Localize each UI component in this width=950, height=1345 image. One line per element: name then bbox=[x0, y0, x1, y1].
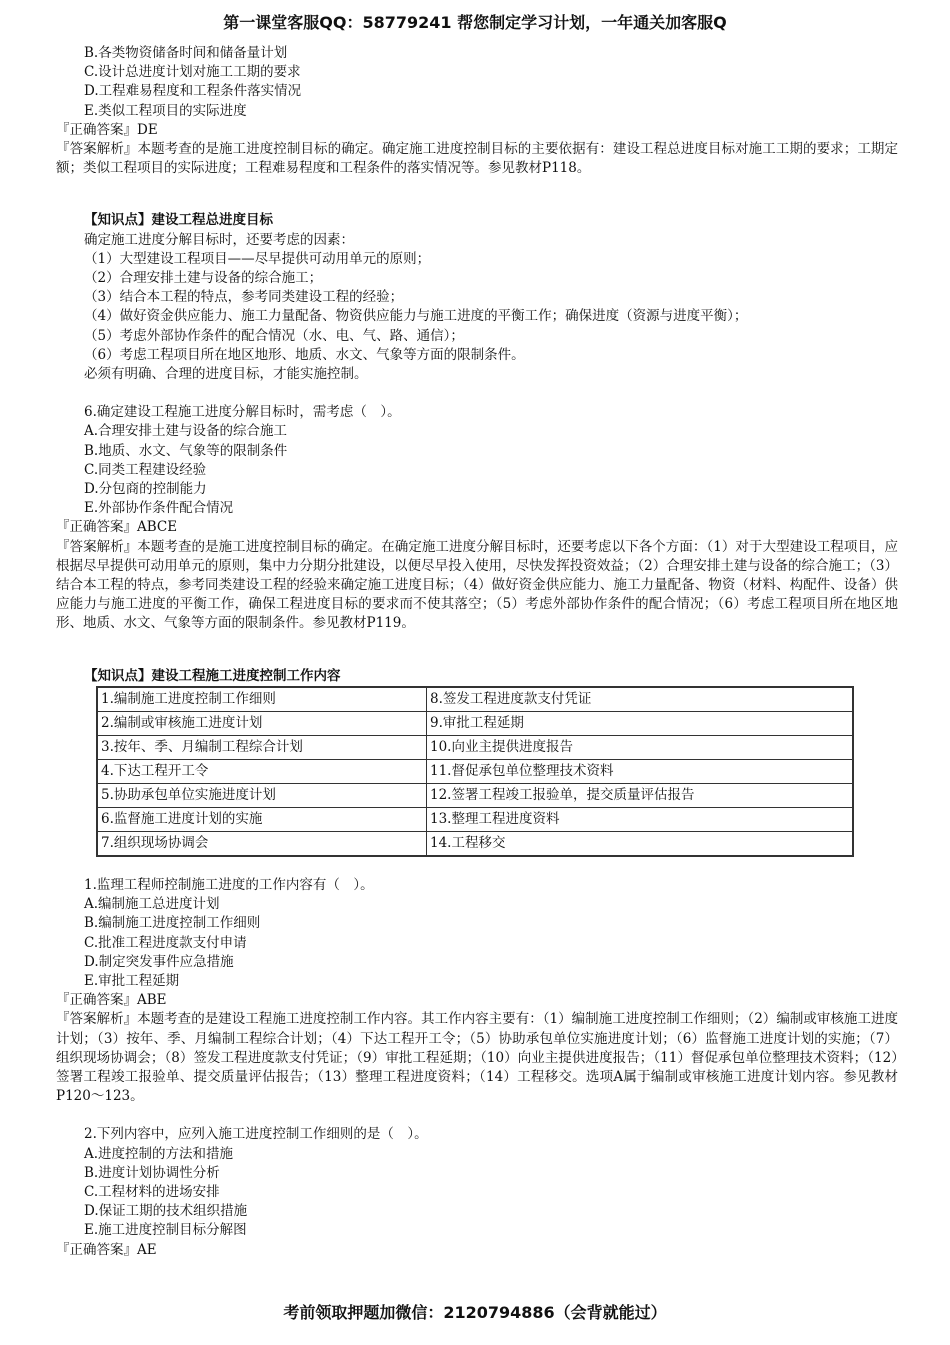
option-line: E.施工进度控制目标分解图 bbox=[84, 1222, 247, 1239]
option-line: A.编制施工总进度计划 bbox=[84, 896, 220, 913]
knowledge-conclusion: 必须有明确、合理的进度目标，才能实施控制。 bbox=[84, 366, 368, 383]
table-row bbox=[97, 735, 853, 759]
table-cell: 12.签署工程竣工报验单，提交质量评估报告 bbox=[427, 783, 854, 807]
knowledge-item: （3）结合本工程的特点，参考同类建设工程的经验； bbox=[84, 289, 404, 306]
option-line: C.同类工程建设经验 bbox=[84, 461, 207, 478]
option-line: C.工程材料的进场安排 bbox=[84, 1183, 220, 1200]
answer-analysis: 『答案解析』本题考查的是施工进度控制目标的确定。在确定施工进度分解目标时，还要考虑以下各个方面：（1）对于大型建设工程项目，应根据尽早提供可动用单元的原则，集中力分期分批建设，以便尽早投入使用，尽快发挥投资效益；（2）合理安排土建与设备的综合施工；（3）结合本工程的特点，参考同类建设工程的经验来确定施工进度目标；（4）做好资金供应能力、施工力量配备、物资（材料、构配件、设备）供应能力与施工进度的平衡工作，确保工程进度目标的要求而不使其落空；（5）考虑外部协作条件的配合情况；（6）考虑工程项目所在地区地形、地质、水文、气象等方面的限制条件。参见教材P119。 bbox=[56, 538, 898, 632]
answer-analysis: 『答案解析』本题考查的是建设工程施工进度控制工作内容。其工作内容主要有：（1）编制施工进度控制工作细则；（2）编制或审核施工进度计划；（3）按年、季、月编制工程综合计划；（4）下达工程开工令；（5）协助承包单位实施进度计划；（6）监督施工进度计划的实施；（7）组织现场协调会；（8）签发工程进度款支付凭证；（9）审批工程延期；（10）向业主提供进度报告；（11）督促承包单位整理技术资料；（12）签署工程竣工报验单、提交质量评估报告；（13）整理工程进度资料；（14）工程移交。选项A属于编制或审核施工进度计划内容。参见教材P120～123。 bbox=[56, 1011, 898, 1105]
option-line: A.合理安排土建与设备的综合施工 bbox=[84, 423, 288, 440]
table-row bbox=[97, 759, 853, 783]
table-row bbox=[97, 711, 853, 735]
option-line: B.进度计划协调性分析 bbox=[84, 1164, 220, 1181]
table-row bbox=[97, 831, 853, 856]
knowledge-point-title: 【知识点】建设工程总进度目标 bbox=[84, 212, 273, 229]
table-cell: 6.监督施工进度计划的实施 bbox=[97, 807, 427, 831]
table-cell: 11.督促承包单位整理技术资料 bbox=[427, 759, 854, 783]
table-cell: 3.按年、季、月编制工程综合计划 bbox=[97, 735, 427, 759]
knowledge-item: （2）合理安排土建与设备的综合施工； bbox=[84, 270, 323, 287]
option-line: A.进度控制的方法和措施 bbox=[84, 1145, 234, 1162]
option-line: E.审批工程延期 bbox=[84, 972, 180, 989]
option-line: B.各类物资储备时间和储备量计划 bbox=[84, 45, 288, 61]
table-cell: 5.协助承包单位实施进度计划 bbox=[97, 783, 427, 807]
table-row bbox=[97, 783, 853, 807]
table-cell: 1.编制施工进度控制工作细则 bbox=[97, 687, 427, 712]
table-cell: 13.整理工程进度资料 bbox=[427, 807, 854, 831]
table-cell: 14.工程移交 bbox=[427, 831, 854, 856]
option-line: D.分包商的控制能力 bbox=[84, 481, 207, 498]
option-line: E.外部协作条件配合情况 bbox=[84, 500, 234, 517]
table-row bbox=[97, 687, 853, 712]
document-body bbox=[56, 44, 898, 1260]
table-cell: 10.向业主提供进度报告 bbox=[427, 735, 854, 759]
option-line: C.批准工程进度款支付申请 bbox=[84, 934, 247, 951]
table-cell: 4.下达工程开工令 bbox=[97, 759, 427, 783]
option-line: C.设计总进度计划对施工工期的要求 bbox=[84, 64, 301, 81]
table-row bbox=[97, 807, 853, 831]
option-line: D.工程难易程度和工程条件落实情况 bbox=[84, 83, 302, 100]
table-cell: 2.编制或审核施工进度计划 bbox=[97, 711, 427, 735]
option-line: D.制定突发事件应急措施 bbox=[84, 953, 234, 970]
work-content-table bbox=[96, 686, 854, 857]
correct-answer: 『正确答案』ABCE bbox=[56, 519, 178, 536]
question-stem: 6.确定建设工程施工进度分解目标时，需考虑（ ）。 bbox=[84, 404, 401, 421]
option-line: D.保证工期的技术组织措施 bbox=[84, 1203, 248, 1220]
correct-answer: 『正确答案』ABE bbox=[56, 992, 167, 1009]
table-cell: 9.审批工程延期 bbox=[427, 711, 854, 735]
correct-answer: 『正确答案』DE bbox=[56, 121, 158, 138]
knowledge-item: （1）大型建设工程项目——尽早提供可动用单元的原则； bbox=[84, 250, 431, 267]
knowledge-point-title: 【知识点】建设工程施工进度控制工作内容 bbox=[84, 667, 341, 684]
correct-answer: 『正确答案』AE bbox=[56, 1241, 157, 1258]
option-line: E.类似工程项目的实际进度 bbox=[84, 102, 247, 119]
option-line: B.地质、水文、气象等的限制条件 bbox=[84, 442, 288, 459]
page-header: 第一课堂客服QQ：58779241 帮您制定学习计划，一年通关加客服Q bbox=[223, 13, 727, 32]
answer-analysis: 『答案解析』本题考查的是施工进度控制目标的确定。确定施工进度控制目标的主要依据有：建设工程总进度目标对施工工期的要求；工期定额；类似工程项目的实际进度；工程难易程度和工程条件的落实情况等。参见教材P118。 bbox=[56, 141, 898, 177]
knowledge-intro: 确定施工进度分解目标时，还要考虑的因素： bbox=[84, 231, 354, 248]
table-cell: 8.签发工程进度款支付凭证 bbox=[427, 687, 854, 712]
page-footer: 考前领取押题加微信：2120794886（会背就能过） bbox=[283, 1303, 667, 1322]
knowledge-item: （5）考虑外部协作条件的配合情况（水、电、气、路、通信）； bbox=[84, 327, 464, 344]
knowledge-item: （4）做好资金供应能力、施工力量配备、物资供应能力与施工进度的平衡工作；确保进度（资源与进度平衡）； bbox=[84, 308, 748, 325]
table-cell: 7.组织现场协调会 bbox=[97, 831, 427, 856]
knowledge-item: （6）考虑工程项目所在地区地形、地质、水文、气象等方面的限制条件。 bbox=[84, 346, 525, 363]
question-stem: 1.监理工程师控制施工进度的工作内容有（ ）。 bbox=[84, 876, 374, 893]
option-line: B.编制施工进度控制工作细则 bbox=[84, 915, 261, 932]
question-stem: 2.下列内容中，应列入施工进度控制工作细则的是（ ）。 bbox=[84, 1126, 428, 1143]
